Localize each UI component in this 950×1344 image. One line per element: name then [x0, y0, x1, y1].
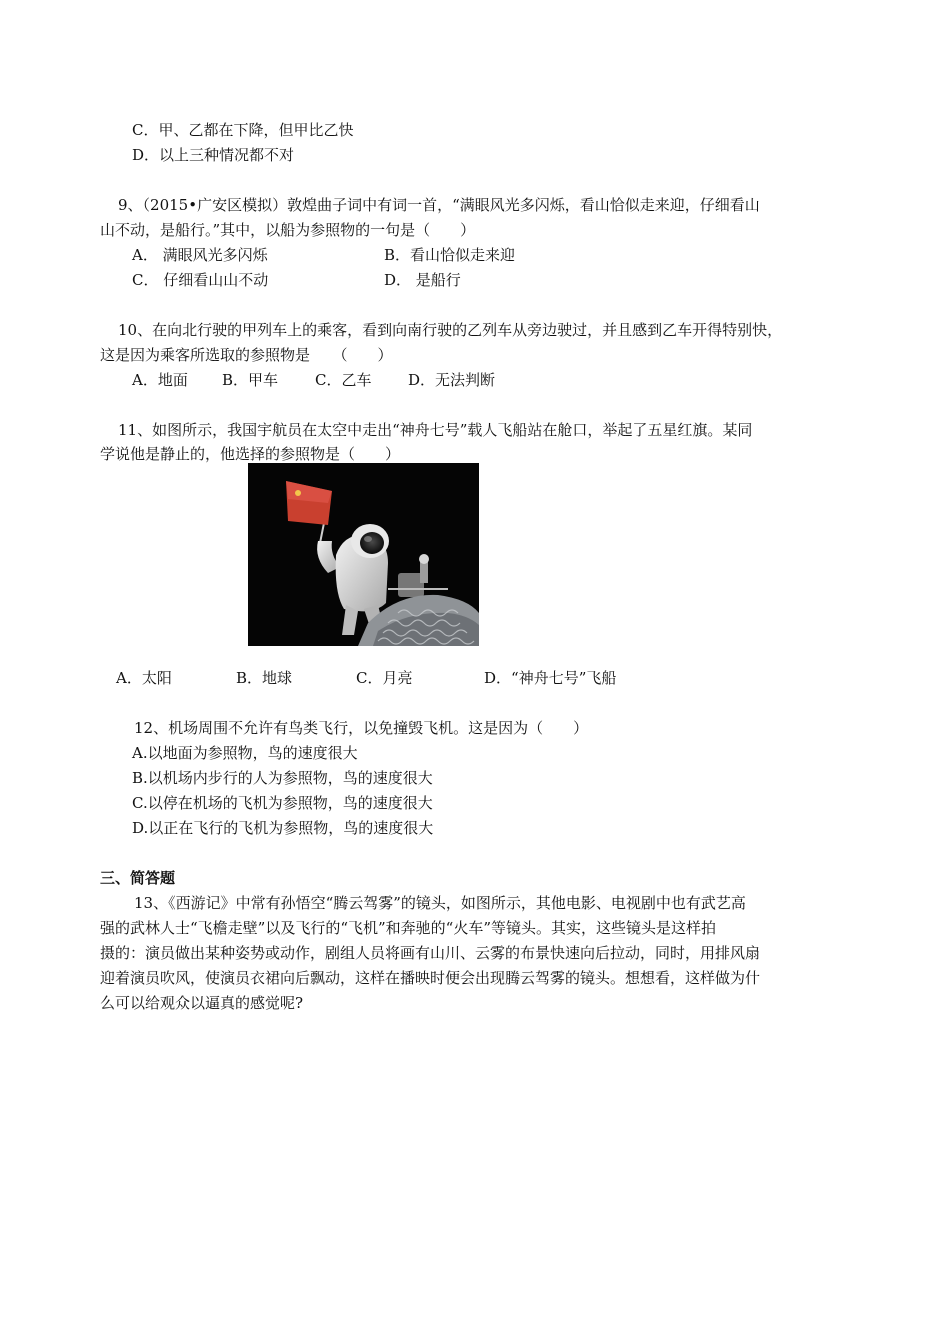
q10-option-a: A．地面	[132, 371, 188, 389]
q9-option-a: A． 满眼风光多闪烁	[132, 246, 268, 264]
q11-option-d: D．“神舟七号”飞船	[484, 669, 617, 687]
q12-stem: 12、机场周围不允许有鸟类飞行，以免撞毁飞机。这是因为（ ）	[134, 719, 589, 737]
astronaut-photo	[248, 463, 479, 646]
q9-stem-line2: 山不动，是船行。”其中，以船为参照物的一句是（ ）	[100, 221, 476, 239]
q13-line2: 强的武林人士“飞檐走壁”以及飞行的“飞机”和奔驰的“火车”等镜头。其实，这些镜头是这样拍	[100, 919, 717, 937]
q11-stem-line1: 11、如图所示，我国宇航员在太空中走出“神舟七号”载人飞船站在舱口，举起了五星红旗。某同	[118, 421, 753, 439]
q12-option-d: D.以正在飞行的飞机为参照物，鸟的速度很大	[132, 819, 434, 837]
q8-option-c: C．甲、乙都在下降，但甲比乙快	[132, 121, 354, 139]
q12-option-a: A.以地面为参照物，鸟的速度很大	[132, 744, 358, 762]
q10-stem-line2: 这是因为乘客所选取的参照物是 （ ）	[100, 346, 393, 364]
q10-stem-line1: 10、在向北行驶的甲列车上的乘客，看到向南行驶的乙列车从旁边驶过，并且感到乙车开得特别快，	[118, 321, 783, 339]
q11-option-b: B．地球	[236, 669, 293, 687]
q9-option-c: C． 仔细看山山不动	[132, 271, 269, 289]
q13-line5: 么可以给观众以逼真的感觉呢?	[100, 994, 304, 1012]
q13-line3: 摄的：演员做出某种姿势或动作，剧组人员将画有山川、云雾的布景快速向后拉动，同时，用排风扇	[100, 944, 761, 962]
q10-option-d: D．无法判断	[408, 371, 496, 389]
q13-line4: 迎着演员吹风，使演员衣裙向后飘动，这样在播映时便会出现腾云驾雾的镜头。想想看，这样做为什	[100, 969, 761, 987]
q9-option-b: B．看山恰似走来迎	[384, 246, 516, 264]
q8-option-d: D．以上三种情况都不对	[132, 146, 295, 164]
q13-line1: 13、《西游记》中常有孙悟空“腾云驾雾”的镜头，如图所示，其他电影、电视剧中也有武艺高	[134, 894, 746, 912]
q11-stem-line2: 学说他是静止的，他选择的参照物是（ ）	[100, 445, 401, 463]
q10-option-c: C．乙车	[315, 371, 372, 389]
q9-option-d: D． 是船行	[384, 271, 461, 289]
q10-option-b: B．甲车	[222, 371, 279, 389]
q11-option-c: C．月亮	[356, 669, 413, 687]
q12-option-c: C.以停在机场的飞机为参照物，鸟的速度很大	[132, 794, 433, 812]
q9-stem-line1: 9、（2015•广安区模拟）敦煌曲子词中有词一首，“满眼风光多闪烁，看山恰似走来迎，仔细看山	[118, 196, 760, 214]
q11-option-a: A．太阳	[116, 669, 172, 687]
section-heading: 三、简答题	[100, 869, 176, 887]
q12-option-b: B.以机场内步行的人为参照物，鸟的速度很大	[132, 769, 433, 787]
